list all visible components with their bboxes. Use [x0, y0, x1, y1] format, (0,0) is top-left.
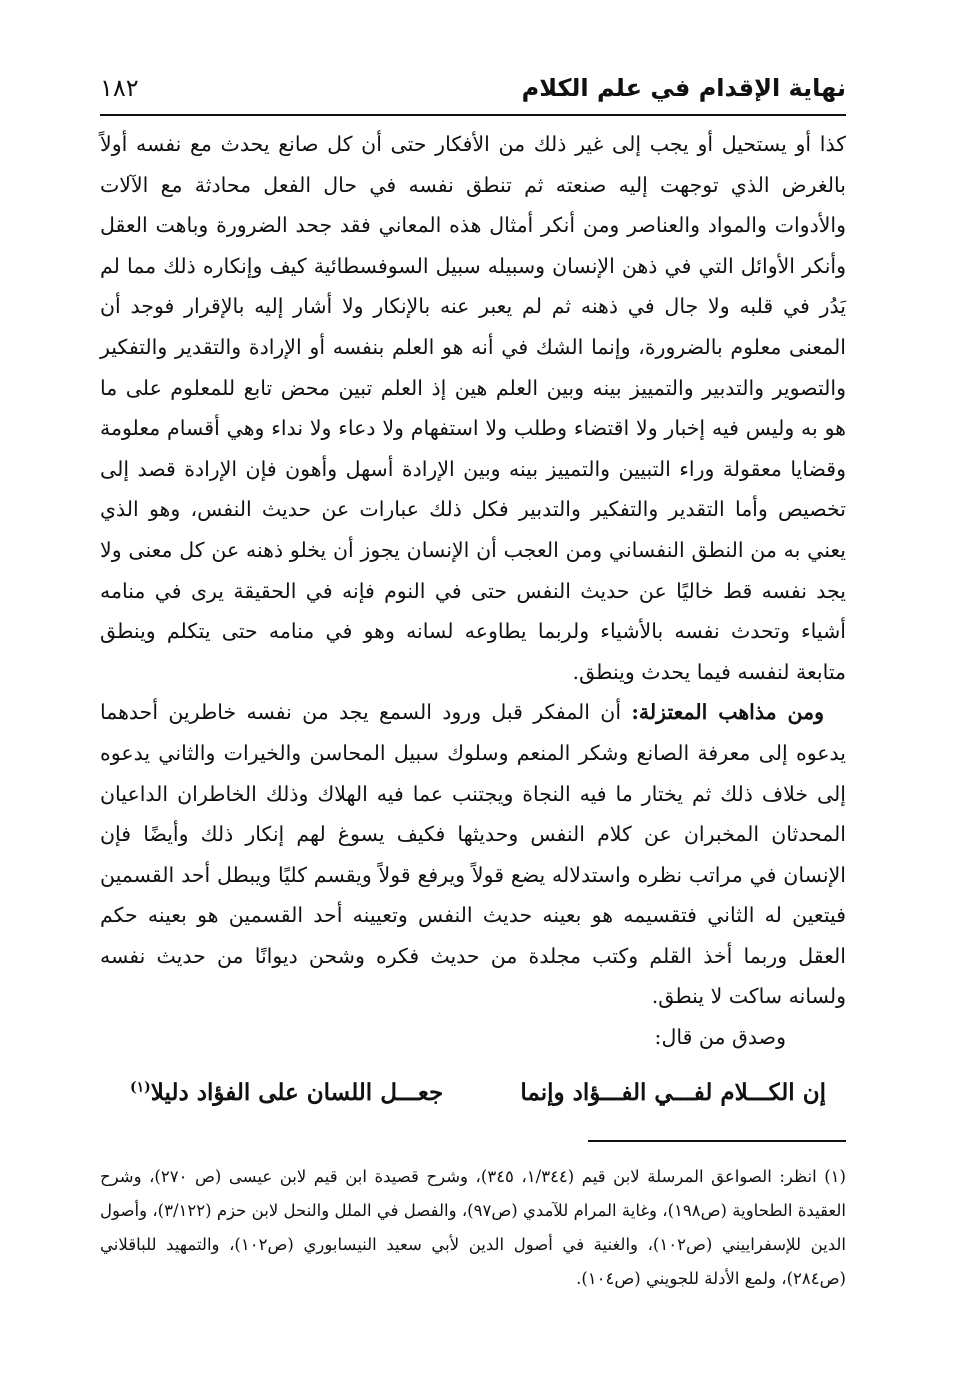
paragraph-2-text: أن المفكر قبل ورود السمع يجد من نفسه خاطرين أحدهما يدعوه إلى معرفة الصانع وشكر المنعم وسلوك سبيل المحاسن والخيرات والثاني يدعوه إلى خلاف ذلك ثم يختار ما فيه النجاة ويجتنب عما فيه الهلاك وذلك الخاطران الداعيان المحدثان المخبران عن كلام النفس وحديثها فكيف يسوغ لهم إنكار ذلك وأيضًا فإن الإنسان في مراتب نظره واستدلاله يضع قولاً ويرفع قولاً ويقسم كليًا ويبطل أحد القسمين فيتعين له الثاني فتقسيمه هو بعينه حديث النفس وتعيينه أحد القسمين هو بعينه حكم العقل وربما أخذ القلم وكتب مجلدة من حديث فكره وشحن ديوانًا من حديث نفسه ولسانه ساكت لا ينطق. — [100, 700, 846, 1009]
mutazila-heading: ومن مذاهب المعتزلة: — [631, 700, 824, 725]
verse-second-hemistich-text: جعـــل اللسان على الفؤاد دليلا — [150, 1079, 444, 1106]
poetry-verse — [100, 1068, 846, 1118]
paragraph-2 — [100, 692, 846, 1017]
verse-intro: وصدق من قال: — [654, 1025, 786, 1050]
verse-first-hemistich: إن الكـــلام لفـــي الفـــؤاد وإنما — [520, 1079, 826, 1106]
verse-second-hemistich — [130, 1068, 443, 1118]
page-number: ١٨٢ — [100, 74, 139, 102]
footnote-1: (١) انظر: الصواعق المرسلة لابن قيم (١/٣٤٤، ٣٤٥)، وشرح قصيدة ابن قيم لابن عيسى (ص ٢٧٠)، وشرح العقيدة الطحاوية (ص١٩٨)، وغاية المرام للآمدي (ص٩٧)، والفصل في الملل والنحل لابن حزم (٣/١٢٢)، وأصول الدين للإسفراييني (ص١٠٢)، والغنية في أصول الدين لأبي سعيد النيسابوري (ص١٠٢)، والتمهيد للباقلاني (ص٢٨٤)، ولمع الأدلة للجويني (ص١٠٤). — [100, 1167, 846, 1288]
footnote-divider — [588, 1140, 846, 1142]
page-header — [100, 70, 846, 110]
main-text — [100, 124, 846, 1058]
running-title: نهاية الإقدام في علم الكلام — [521, 74, 846, 102]
footnote-marker: (١) — [130, 1079, 151, 1096]
header-divider — [100, 114, 846, 116]
paragraph-1: كذا أو يستحيل أو يجب إلى غير ذلك من الأفكار حتى أن كل صانع يحدث مع نفسه أولاً بالغرض الذي توجهت إليه صنعته ثم تنطق نفسه في حال الفعل محادثة مع الآلات والأدوات والمواد والعناصر ومن أنكر أمثال هذه المعاني فقد جحد الضرورة وباهت العقل وأنكر الأوائل التي في ذهن الإنسان وسبيله سبيل السوفسطائية كيف وإنكاره ذلك مما لم يَدُر في قلبه ولا جال في ذهنه ثم لم يعبر عنه بالإنكار ولا أشار إليه بالإقرار فوجد أن المعنى معلوم بالضرورة، وإنما الشك في أنه هو العلم بنفسه أو الإرادة والتقدير والتفكير والتصوير والتدبير والتمييز بينه وبين العلم هين إذ العلم تبين محض تابع للمعلوم على ما هو به وليس فيه إخبار ولا اقتضاء وطلب ولا استفهام ولا دعاء ولا نداء وهي أقسام معلومة وقضايا معقولة وراء التبيين والتمييز بينه وبين الإرادة أسهل وأهون فإن الإرادة قصد إلى تخصيص وأما التقدير والتفكير والتدبير فكل ذلك عبارات عن حديث النفس، وهو الذي يعني به من النطق النفساني ومن العجب أن الإنسان يجوز أن يخلو ذهنه عن كل معنى ولا يجد نفسه قط خاليًا عن حديث النفس حتى في النوم فإنه في الحقيقة يرى في منامه أشياء وتحدث نفسه بالأشياء ولربما يطاوعه لسانه وهو في منامه حتى يتكلم وينطق متابعة لنفسه فيما يحدث وينطق. — [100, 132, 846, 684]
footnotes — [100, 1160, 846, 1296]
